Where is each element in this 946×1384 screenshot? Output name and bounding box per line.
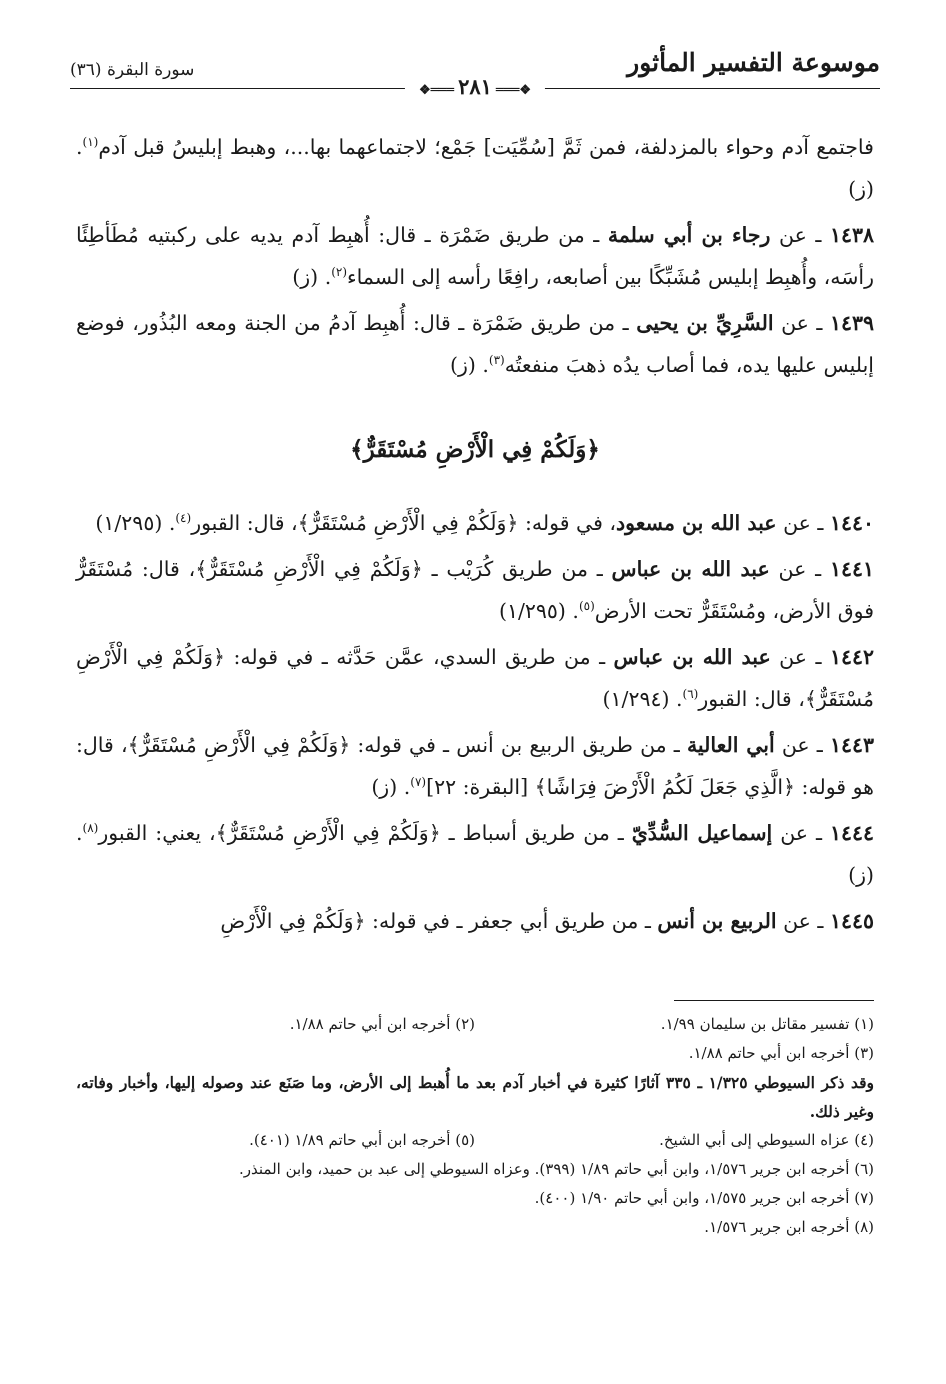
entry-prefix: ـ عن bbox=[774, 733, 830, 757]
footnote-ref: (١) bbox=[82, 135, 99, 150]
verse-heading: ﴿وَلَكُمْ فِي الْأَرْضِ مُسْتَقَرٌّ﴾ bbox=[350, 436, 600, 463]
entry-author: أبي العالية bbox=[686, 733, 775, 757]
page-number: ٢٨١ bbox=[458, 74, 492, 99]
entry-text: ـ من طريق أبي جعفر ـ في قوله: ﴿وَلَكُمْ فِي الْأَرْضِ bbox=[220, 909, 658, 933]
footnote: (١) تفسير مقاتل بن سليمان ١/٩٩. bbox=[660, 1015, 874, 1033]
intro-line: إبليسُ قبل آدم bbox=[98, 135, 223, 159]
narration-entry bbox=[76, 302, 874, 386]
entry-prefix: ـ عن bbox=[772, 821, 830, 845]
footnote: (٢) أخرجه ابن أبي حاتم ١/٨٨. bbox=[289, 1015, 475, 1033]
entry-prefix: ـ عن bbox=[776, 511, 830, 535]
entry-text: ـ من طريق ضَمْرَة ـ قال: أُهبِط آدمُ من الجنة ومعه البُذُور، فوضع إبليس عليها يده، فما أصاب يدُه ذهبَ منفعتُه bbox=[76, 311, 874, 377]
footnote: (٨) أخرجه ابن جرير ١/٥٧٦. bbox=[704, 1218, 874, 1236]
entry-prefix: ـ عن bbox=[776, 909, 830, 933]
entry-end: . (١/٢٩٥) bbox=[95, 511, 176, 535]
entry-end: . (ز) bbox=[371, 775, 411, 799]
footnote: (٤) عزاه السيوطي إلى أبي الشيخ. bbox=[659, 1131, 874, 1149]
intro-paragraph bbox=[76, 126, 874, 210]
entry-prefix: ـ عن bbox=[770, 645, 830, 669]
entry-text: ـ من طريق السدي، عمَّن حَدَّثه ـ في قوله: ﴿وَلَكُمْ فِي الْأَرْضِ مُسْتَقَرٌّ﴾، قال: القبور bbox=[76, 645, 874, 711]
page-number-block bbox=[405, 74, 545, 99]
entry-author: رجاء بن أبي سلمة bbox=[607, 223, 771, 247]
footnote: (٧) أخرجه ابن جرير ١/٥٧٥، وابن أبي حاتم ١/٩٠ (٤٠٠). bbox=[534, 1189, 874, 1207]
entry-end: . (ز) bbox=[292, 265, 332, 289]
ornament-icon: ❖═══ bbox=[495, 83, 532, 98]
footnote-note: وقد ذكر السيوطي ١/٣٢٥ ـ ٣٣٥ آثارًا كثيرة في أخبار آدم بعد ما أُهبط إلى الأرض، وما صَنَع عند وصوله إليها، وأخبار وفاته، وغير ذلك. bbox=[76, 1073, 874, 1121]
narration-entry bbox=[76, 548, 874, 632]
entry-prefix: ـ عن bbox=[773, 311, 830, 335]
entry-number: ١٤٤٠ bbox=[829, 511, 874, 535]
page-header bbox=[70, 44, 880, 108]
entry-author: عبد الله بن عباس bbox=[613, 645, 771, 669]
surah-name: سورة البقرة (٣٦) bbox=[70, 60, 195, 80]
footnotes bbox=[76, 1010, 874, 1242]
entry-end: . (١/٢٩٤) bbox=[602, 687, 683, 711]
entry-number: ١٤٤٥ bbox=[829, 909, 874, 933]
entry-number: ١٤٤١ bbox=[829, 557, 874, 581]
footnote-ref: (٢) bbox=[331, 265, 348, 280]
entry-prefix: ـ عن bbox=[769, 557, 830, 581]
main-text bbox=[76, 126, 874, 946]
entry-text: ، في قوله: ﴿وَلَكُمْ فِي الْأَرْضِ مُسْتَقَرٌّ﴾، قال: القبور bbox=[191, 511, 617, 535]
footnote-ref: (٨) bbox=[82, 821, 99, 836]
ornament-icon: ═══❖ bbox=[418, 83, 455, 98]
footnote-row bbox=[76, 1126, 874, 1155]
entry-number: ١٤٤٤ bbox=[829, 821, 874, 845]
narration-entry bbox=[76, 502, 874, 544]
entry-number: ١٤٤٣ bbox=[829, 733, 874, 757]
footnote-ref: (٥) bbox=[578, 599, 595, 614]
footnote: (٣) أخرجه ابن أبي حاتم ١/٨٨. bbox=[688, 1044, 874, 1062]
footnote-ref: (٣) bbox=[488, 353, 505, 368]
footnote-ref: (٧) bbox=[410, 775, 427, 790]
footnote: (٥) أخرجه ابن أبي حاتم ١/٨٩ (٤٠١). bbox=[249, 1131, 475, 1149]
footnote-row bbox=[76, 1010, 874, 1039]
entry-end: . (١/٢٩٥) bbox=[498, 599, 579, 623]
entry-end: . (ز) bbox=[76, 821, 874, 887]
entry-author: الربيع بن أنس bbox=[657, 909, 777, 933]
entry-number: ١٤٣٩ bbox=[829, 311, 874, 335]
narration-entry bbox=[76, 636, 874, 720]
entry-number: ١٤٤٢ bbox=[829, 645, 874, 669]
entry-text: ـ من طريق الربيع بن أنس ـ في قوله: ﴿وَلَكُمْ فِي الْأَرْضِ مُسْتَقَرٌّ﴾، قال: هو قوله: ﴿الَّذِي جَعَلَ لَكُمُ الْأَرْضَ فِرَاشًا﴾ [البقرة: ٢٢] bbox=[76, 733, 874, 799]
entry-text: ـ من طريق أسباط ـ ﴿وَلَكُمْ فِي الْأَرْضِ مُسْتَقَرٌّ﴾، يعني: القبور bbox=[98, 821, 632, 845]
entry-number: ١٤٣٨ bbox=[829, 223, 874, 247]
entry-author: عبد الله بن مسعود bbox=[616, 511, 777, 535]
footnote-ref: (٤) bbox=[175, 511, 192, 526]
narration-entry bbox=[76, 724, 874, 808]
book-title: موسوعة التفسير المأثور bbox=[627, 48, 880, 77]
narration-entry bbox=[76, 900, 874, 942]
entry-text: ـ من طريق ضَمْرَة ـ قال: أُهبِط آدم يديه على ركبتيه مُطَأطِئًا رأسَه، وأُهبِط إبليس مُشَبِّكًا بين أصابعه، رافِعًا رأسه إلى السماء bbox=[76, 223, 874, 289]
footnote-rule bbox=[674, 1000, 874, 1001]
entry-author: إسماعيل السُّدِّيّ bbox=[631, 821, 773, 845]
intro-line: فاجتمع آدم وحواء بالمزدلفة، فمن ثَمَّ [سُمِّيَت] جَمْع؛ لاجتماعهما بها...، وهبط bbox=[229, 135, 874, 159]
entry-author: السَّرِيِّ بن يحيى bbox=[636, 311, 774, 335]
narration-entry bbox=[76, 214, 874, 298]
entry-prefix: ـ عن bbox=[770, 223, 830, 247]
entry-end: . (ز) bbox=[76, 135, 874, 201]
entry-author: عبد الله بن عباس bbox=[611, 557, 770, 581]
entry-text: ـ من طريق كُرَيْب ـ ﴿وَلَكُمْ فِي الْأَرْضِ مُسْتَقَرٌّ﴾، قال: مُسْتَقَرٌّ فوق الأرض، ومُسْتَقَرٌّ تحت الأرض bbox=[76, 557, 874, 623]
narration-entry bbox=[76, 812, 874, 896]
entry-end: . (ز) bbox=[449, 353, 489, 377]
footnote-ref: (٦) bbox=[682, 687, 699, 702]
footnote: (٦) أخرجه ابن جرير ١/٥٧٦، وابن أبي حاتم ١/٨٩ (٣٩٩). وعزاه السيوطي إلى عبد بن حميد، وابن المنذر. bbox=[238, 1160, 874, 1178]
